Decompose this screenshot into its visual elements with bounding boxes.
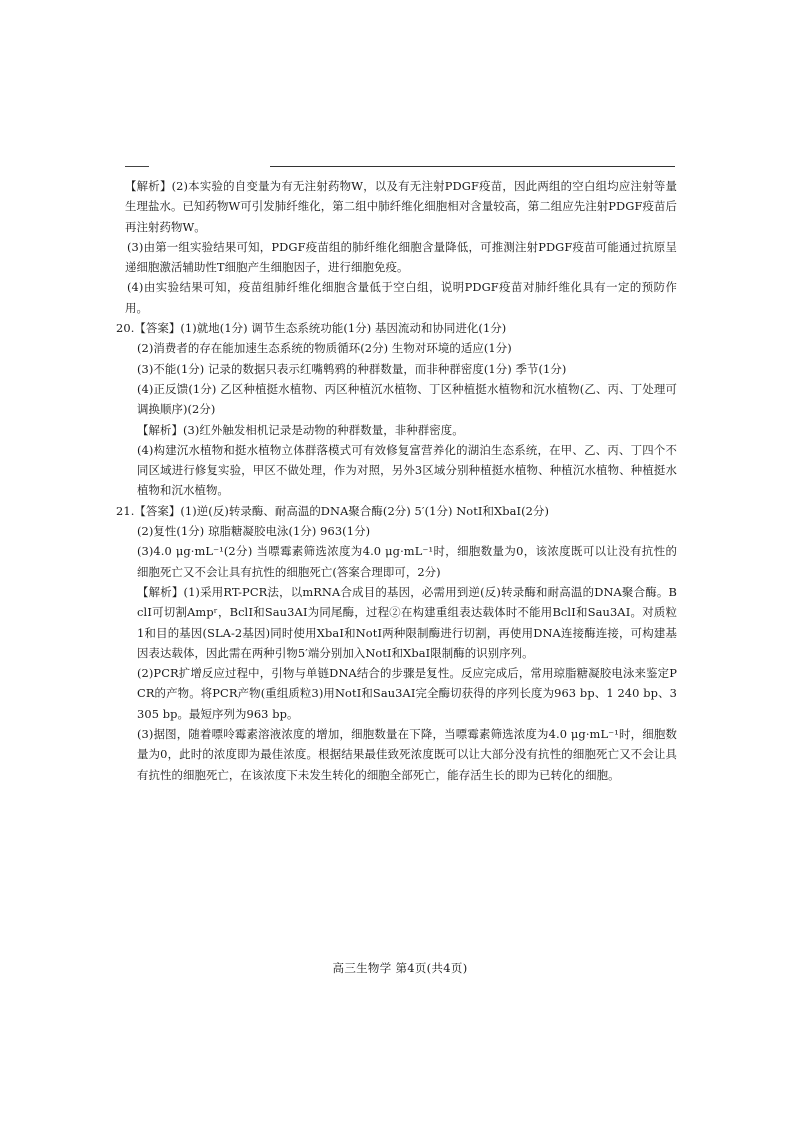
- answer-content: [116, 176, 677, 785]
- answer-20-2: (2)消费者的存在能加速生态系统的物质循环(2分) 生物对环境的适应(1分): [137, 341, 512, 356]
- analysis-21-3: (3)据图，随着嘌呤霉素溶液浓度的增加，细胞数量在下降，当嘌霉素筛选浓度为4.0 μg·mL⁻¹时，细胞数量为0，此时的浓度即为最佳浓度。根据结果最佳致死浓度既可以让大部分没有抗性的细胞死亡又不会让具有抗性的细胞死亡，在该浓度下未发生转化的细胞全部死亡，能存活生长的即为已转化的细胞。: [137, 727, 677, 782]
- analysis-21-1: 【解析】(1)采用RT-PCR法，以mRNA合成目的基因，必需用到逆(反)转录酶和耐高温的DNA聚合酶。BclⅠ可切割Ampʳ，BclⅠ和Sau3AⅠ为同尾酶，过程②在构建重组表达载体时不能用BclⅠ和Sau3AⅠ。对质粒1和目的基因(SLA-2基因)同时使用XbaⅠ和NotⅠ两种限制酶进行切割，再使用DNA连接酶连接，可构建基因表达载体，因此需在两种引物5′端分别加入NotⅠ和XbaⅠ限制酶的识别序列。: [137, 584, 677, 660]
- analysis-21-2: (2)PCR扩增反应过程中，引物与单链DNA结合的步骤是复性。反应完成后，常用琼脂糖凝胶电泳来鉴定PCR的产物。将PCR产物(重组质粒3)用NotⅠ和Sau3AⅠ完全酶切获得的序列长度为963 bp、1 240 bp、3 305 bp。最短序列为963 bp。: [137, 666, 677, 721]
- header-rule: [270, 166, 675, 167]
- analysis-19-2: 【解析】(2)本实验的自变量为有无注射药物W，以及有无注射PDGF疫苗，因此两组的空白组均应注射等量生理盐水。已知药物W可引发肺纤维化，第二组中肺纤维化细胞相对含量较高，第二组应先注射PDGF疫苗后再注射药物W。: [125, 179, 677, 234]
- analysis-20-3: 【解析】(3)红外触发相机记录是动物的种群数量，非种群密度。: [137, 422, 464, 437]
- analysis-19-4: (4)由实验结果可知，疫苗组肺纤维化细胞含量低于空白组，说明PDGF疫苗对肺纤维化具有一定的预防作用。: [125, 280, 677, 315]
- header-rule-short: [125, 166, 149, 167]
- analysis-20-4: (4)构建沉水植物和挺水植物立体群落模式可有效修复富营养化的湖泊生态系统，在甲、乙、丙、丁四个不同区域进行修复实验，甲区不做处理，作为对照，另外3区域分别种植挺水植物、种植沉水植物、种植挺水植物和沉水植物。: [137, 442, 677, 498]
- answer-20-4: (4)正反馈(1分) 乙区种植挺水植物、丙区种植沉水植物、丁区种植挺水植物和沉水植物(乙、丙、丁处理可调换顺序)(2分): [137, 381, 677, 417]
- analysis-19-3: (3)由第一组实验结果可知，PDGF疫苗组的肺纤维化细胞含量降低，可推测注射PDGF疫苗可能通过抗原呈递细胞激活辅助性T细胞产生细胞因子，进行细胞免疫。: [125, 239, 677, 275]
- page-footer: 高三生物学 第4页(共4页): [332, 961, 468, 975]
- answer-20-3: (3)不能(1分) 记录的数据只表示红嘴鹎鸦的种群数量，而非种群密度(1分) 季节(1分): [137, 361, 567, 376]
- answer-20-1: 20.【答案】(1)就地(1分) 调节生态系统功能(1分) 基因流动和协同进化(1分): [116, 321, 507, 336]
- answer-21-2: (2)复性(1分) 琼脂糖凝胶电泳(1分) 963(1分): [137, 524, 371, 539]
- answer-21-3: (3)4.0 μg·mL⁻¹(2分) 当嘌霉素筛选浓度为4.0 μg·mL⁻¹时，细胞数量为0，该浓度既可以让没有抗性的细胞死亡又不会让具有抗性的细胞死亡(答案合理即可，2分): [137, 544, 677, 579]
- answer-21-1: 21.【答案】(1)逆(反)转录酶、耐高温的DNA聚合酶(2分) 5′(1分) NotⅠ和XbaⅠ(2分): [116, 503, 550, 518]
